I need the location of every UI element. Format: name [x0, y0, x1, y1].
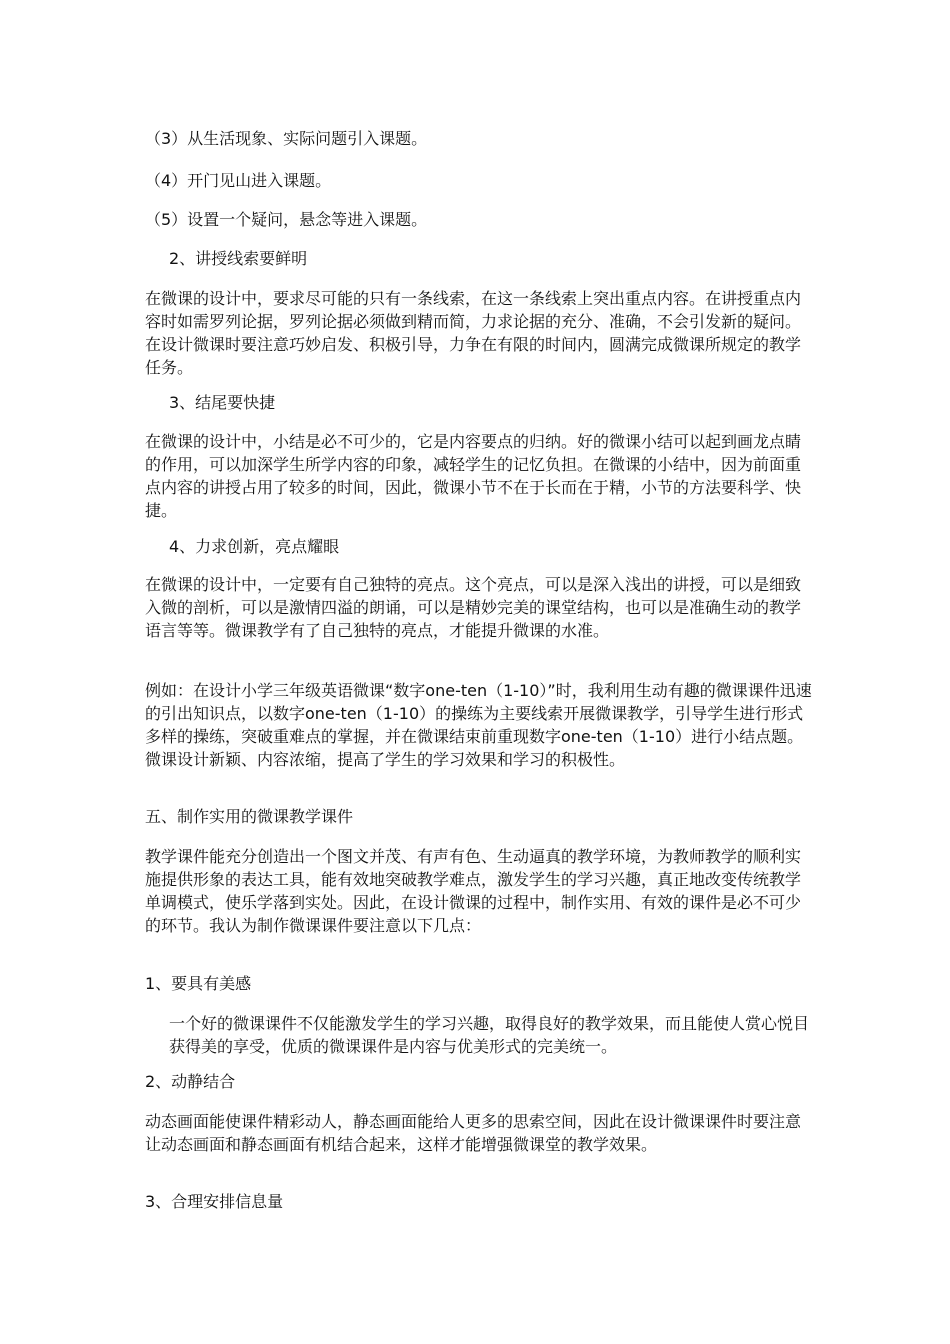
list-item-5: （5）设置一个疑问，悬念等进入课题。	[145, 210, 428, 229]
body-paragraph: 动态画面能使课件精彩动人，静态画面能给人更多的思索空间，因此在设计微课课件时要注意让动态画面和静态画面有机结合起来，这样才能增强微课堂的教学效果。	[145, 1112, 802, 1154]
chapter-heading-5: 五、制作实用的微课教学课件	[145, 807, 354, 826]
list-item-3: （3）从生活现象、实际问题引入课题。	[145, 129, 428, 148]
section-heading-3: 3、结尾要快捷	[169, 393, 276, 412]
list-item-4: （4）开门见山进入课题。	[145, 171, 332, 190]
body-paragraph: 在微课的设计中，小结是必不可少的，它是内容要点的归纳。好的微课小结可以起到画龙点睛的作用，可以加深学生所学内容的印象，减轻学生的记忆负担。在微课的小结中，因为前面重点内容的讲授占用了较多的时间，因此，微课小节不在于长而在于精，小节的方法要科学、快捷。	[145, 432, 802, 520]
subheading-1: 1、要具有美感	[145, 974, 252, 993]
subheading-2: 2、动静结合	[145, 1072, 236, 1091]
example-paragraph: 例如：在设计小学三年级英语微课“数字one-ten（1-10）”时，我利用生动有趣的微课课件迅速的引出知识点，以数字one-ten（1-10）的操练为主要线索开展微课教学，引导学生进行形式多样的操练，突破重难点的掌握，并在微课结束前重现数字one-ten（1-10）进行小结点题。微课设计新颖、内容浓缩，提高了学生的学习效果和学习的积极性。	[145, 681, 812, 769]
body-paragraph: 教学课件能充分创造出一个图文并茂、有声有色、生动逼真的教学环境，为教师教学的顺利实施提供形象的表达工具，能有效地突破教学难点，激发学生的学习兴趣，真正地改变传统教学单调模式，使乐学落到实处。因此，在设计微课的过程中，制作实用、有效的课件是必不可少的环节。我认为制作微课课件要注意以下几点：	[145, 847, 802, 935]
subheading-3: 3、合理安排信息量	[145, 1192, 284, 1211]
section-heading-2: 2、讲授线索要鲜明	[169, 249, 308, 268]
body-paragraph: 在微课的设计中，要求尽可能的只有一条线索，在这一条线索上突出重点内容。在讲授重点内容时如需罗列论据，罗列论据必须做到精而简，力求论据的充分、准确，不会引发新的疑问。在设计微课时要注意巧妙启发、积极引导，力争在有限的时间内，圆满完成微课所规定的教学任务。	[145, 289, 802, 377]
body-paragraph: 在微课的设计中，一定要有自己独特的亮点。这个亮点，可以是深入浅出的讲授，可以是细致入微的剖析，可以是激情四溢的朗诵，可以是精妙完美的课堂结构，也可以是准确生动的教学语言等等。微课教学有了自己独特的亮点，才能提升微课的水准。	[145, 575, 802, 640]
body-paragraph: 一个好的微课课件不仅能激发学生的学习兴趣，取得良好的教学效果，而且能使人赏心悦目获得美的享受，优质的微课课件是内容与优美形式的完美统一。	[169, 1014, 810, 1056]
section-heading-4: 4、力求创新，亮点耀眼	[169, 537, 340, 556]
